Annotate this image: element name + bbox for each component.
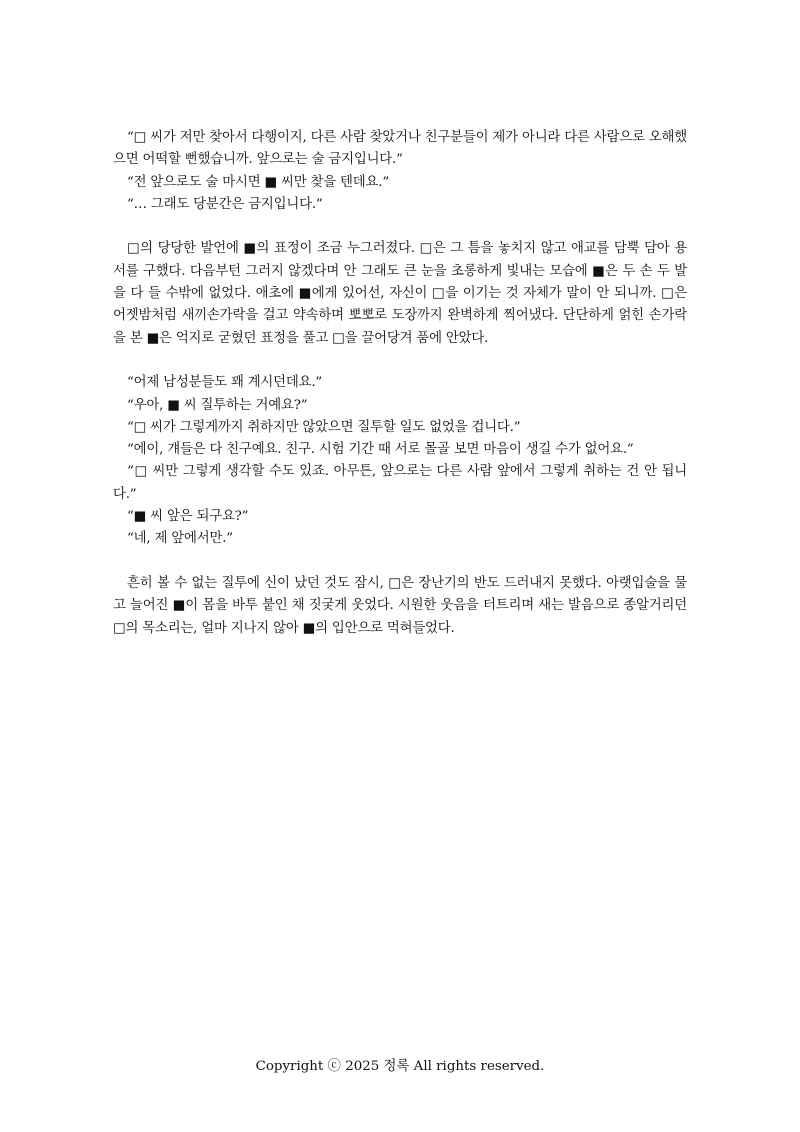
- body-text: [113, 127, 687, 640]
- copyright-footer: Copyright ⓒ 2025 정록 All rights reserved.: [255, 1059, 545, 1074]
- paragraph-spacer: [113, 551, 687, 573]
- paragraph: “□ 씨가 저만 찾아서 다행이지, 다른 사람 찾았거나 친구분들이 제가 아니라 다른 사람으로 오해했으면 어떡할 뻔했습니까. 앞으로는 술 금지입니다.”: [113, 130, 687, 168]
- paragraph: “■ 씨 앞은 되구요?”: [127, 509, 249, 525]
- paragraph: “에이, 걔들은 다 친구예요. 친구. 시험 기간 때 서로 몰골 보면 마음이 생길 수가 없어요.”: [127, 442, 634, 458]
- paragraph: “전 앞으로도 술 마시면 ■ 씨만 찾을 텐데요.”: [127, 174, 389, 190]
- paragraph: “□ 씨만 그렇게 생각할 수도 있죠. 아무튼, 앞으로는 다른 사람 앞에서 그렇게 취하는 건 안 됩니다.”: [113, 464, 687, 502]
- paragraph: “□ 씨가 그렇게까지 취하지만 않았으면 질투할 일도 없었을 겁니다.”: [127, 419, 521, 435]
- paragraph: “… 그래도 당분간은 금지입니다.”: [127, 196, 323, 212]
- paragraph: □의 당당한 발언에 ■의 표정이 조금 누그러졌다. □은 그 틈을 놓치지 않고 애교를 담뿍 담아 용서를 구했다. 다음부턴 그러지 않겠다며 안 그래도 큰 눈을 초롱하게 빛내는 모습에 ■은 두 손 두 발을 다 들 수밖에 없었다. 애초에 ■에게 있어선, 자신이 □을 이기는 것 자체가 말이 안 되니까. □은 어젯밤처럼 새끼손가락을 걸고 약속하며 뽀뽀로 도장까지 완벽하게 찍어냈다. 단단하게 얽힌 손가락을 본 ■은 억지로 굳혔던 표정을 풀고 □을 끌어당겨 품에 안았다.: [113, 241, 687, 346]
- paragraph: “어제 남성분들도 꽤 계시던데요.”: [127, 375, 323, 391]
- paragraph: “네, 제 앞에서만.”: [127, 531, 233, 547]
- paragraph-spacer: [113, 350, 687, 372]
- paragraph: 흔히 볼 수 없는 질투에 신이 났던 것도 잠시, □은 장난기의 반도 드러내지 못했다. 아랫입술을 물고 늘어진 ■이 몸을 바투 붙인 채 짓궂게 웃었다. 시원한 웃음을 터트리며 새는 발음으로 종알거리던 □의 목소리는, 얼마 지나지 않아 ■의 입안으로 먹혀들었다.: [113, 575, 687, 636]
- paragraph-spacer: [113, 216, 687, 238]
- paragraph: “우아, ■ 씨 질투하는 거예요?”: [127, 397, 308, 413]
